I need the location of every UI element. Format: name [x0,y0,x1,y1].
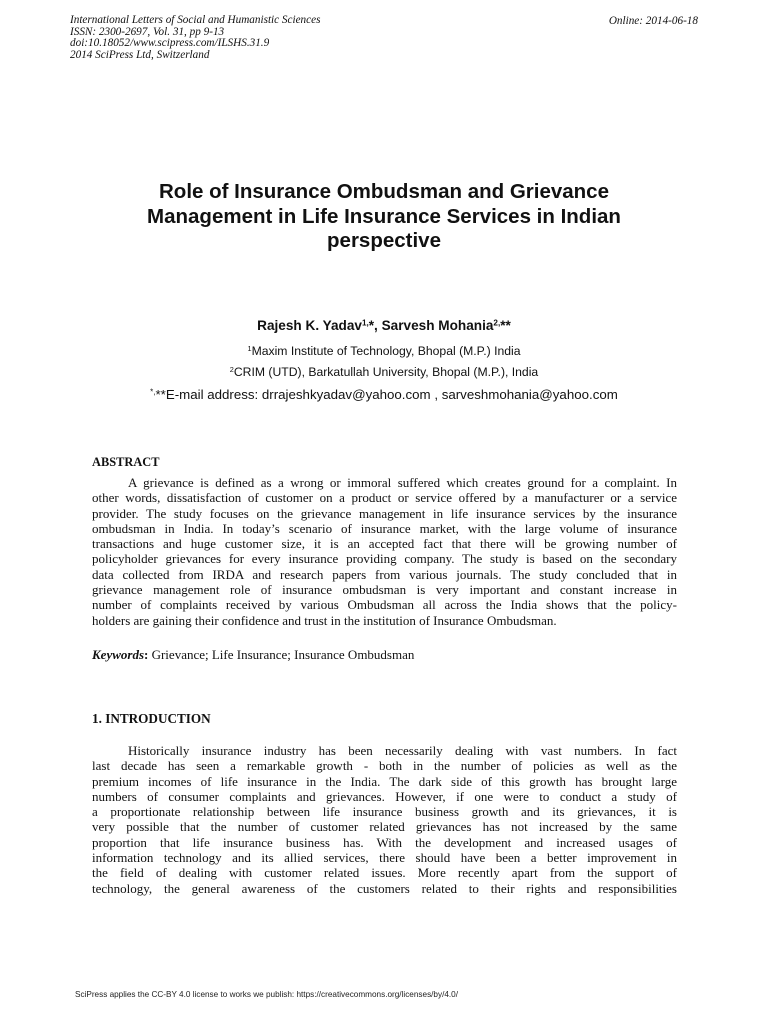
title-line: Management in Life Insurance Services in Indian [147,204,621,228]
email-sup: *, [150,387,156,397]
keywords-colon: : [144,647,149,662]
introduction-heading: 1. INTRODUCTION [92,711,211,726]
author-name: Sarvesh Mohania [381,318,494,333]
affiliation [0,344,768,358]
doi-line: doi:10.18052/www.scipress.com/ILSHS.31.9 [70,37,270,50]
affiliation [0,365,768,379]
affiliation-text: CRIM (UTD), Barkatullah University, Bhopal (M.P.), India [233,365,539,379]
author-mark: ** [500,318,511,333]
affiliation-text: Maxim Institute of Technology, Bhopal (M.P.) India [251,344,521,358]
intro-line: technology, the general awareness of the customers related to their rights and responsibilities [92,880,677,896]
author-sup: 2, [493,318,501,328]
keywords-text: Grievance; Life Insurance; Insurance Ombudsman [148,647,415,662]
abstract-body [92,475,677,628]
intro-line: information technology and its allied services, there should have been a better improvement in [92,850,677,866]
abstract-line: policyholder grievances for every insurance providing company. The study is based on the secondary [92,551,677,567]
title-line: Role of Insurance Ombudsman and Grievance [159,180,609,203]
intro-line: last decade has seen a remarkable growth - both in the number of policies as well as the [92,758,677,774]
author-list [0,318,768,333]
author-separator: , [374,318,382,333]
journal-name: International Letters of Social and Humanistic Sciences [70,14,321,26]
abstract-line: grievance management role of insurance ombudsman is very important and constant increase in [92,582,677,598]
title-line: perspective [327,229,441,252]
issn-line: ISSN: 2300-2697, Vol. 31, pp 9-13 [70,25,225,38]
abstract-line: ombudsman in India. In today’s scenario of insurance market, with the large volume of insurance [92,520,677,536]
abstract-line: other words, dissatisfaction of customer on a product or service offered by a manufacturer or a service [92,490,677,506]
online-date: Online: 2014-06-18 [608,15,698,27]
affiliation-sup: 2 [229,364,234,374]
abstract-line: holders are gaining their confidence and trust in the institution of Insurance Ombudsman. [92,612,557,628]
affiliation-sup: 1 [247,343,252,353]
license-footer: SciPress applies the CC-BY 4.0 license to works we publish: https://creativecommons.org/licenses/by/4.0/ [75,990,459,999]
intro-line: Historically insurance industry has been necessarily dealing with vast numbers. In fact [128,743,677,758]
introduction-body [92,743,677,896]
email-text: **E-mail address: drrajeshkyadav@yahoo.com , sarveshmohania@yahoo.com [155,387,618,402]
abstract-heading: ABSTRACT [92,455,160,469]
keywords-line [92,647,414,663]
intro-line: proportion that life insurance business has. With the development and increased usages of [92,834,677,850]
intro-line: very possible that the number of customer related grievances has not increased by the same [92,819,677,835]
author-name: Rajesh K. Yadav [257,318,362,333]
copyright-line: 2014 SciPress Ltd, Switzerland [70,48,210,61]
intro-line: a proportionate relationship between life insurance business growth and its grievances, it is [92,804,677,820]
keywords-label: Keywords [92,647,144,662]
paper-title [90,180,678,254]
abstract-line: number of complaints received by various Ombudsman all across the India shows that the policy- [92,597,677,613]
abstract-line: provider. The study focuses on the grievance management in life insurance services by the insurance [92,505,677,521]
email-line [0,387,768,402]
intro-line: numbers of consumer complaints and grievances. However, if one were to conduct a study of [92,788,677,804]
journal-header [70,15,320,61]
intro-line: the field of dealing with customer related issues. More recently apart from the support of [92,865,677,881]
author-mark: * [368,318,375,333]
author-sup: 1, [361,318,369,328]
abstract-line: transactions and huge customer size, it is an accepted fact that there will be growing number of [92,536,677,552]
abstract-line: A grievance is defined as a wrong or immoral suffered which creates ground for a complaint. In [128,475,677,490]
abstract-line: data collected from IRDA and research papers from various journals. The study concluded that in [92,566,677,582]
intro-line: premium incomes of life insurance in the India. The dark side of this growth has brought large [92,773,677,789]
